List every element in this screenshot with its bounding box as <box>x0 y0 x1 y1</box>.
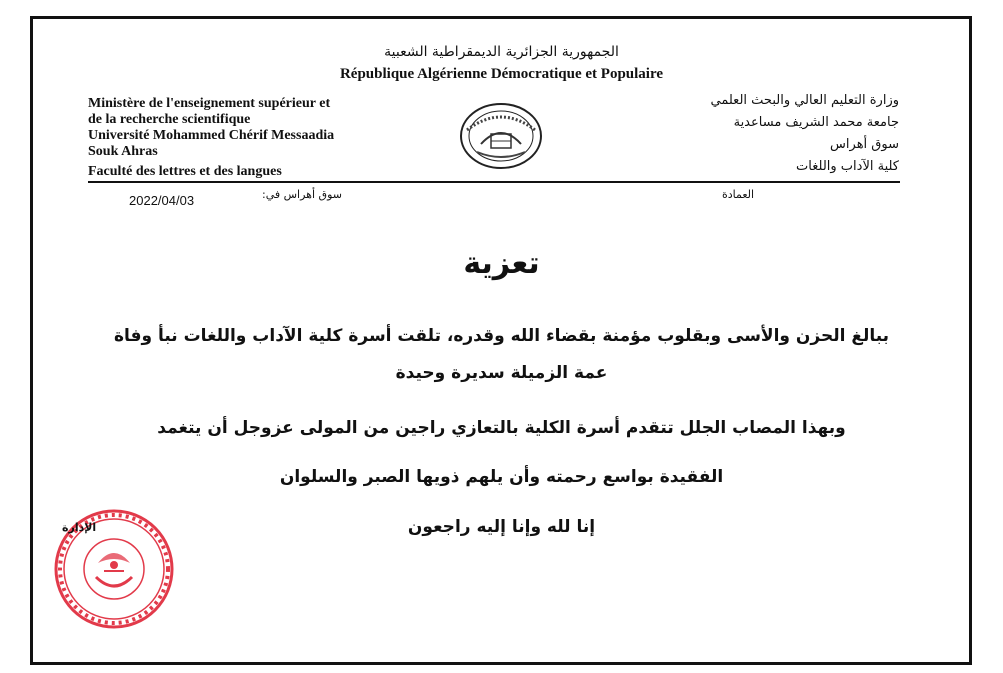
header-divider <box>88 181 900 183</box>
faculty-ar: كلية الآداب واللغات <box>796 159 899 174</box>
university-ar: جامعة محمد الشريف مساعدية <box>733 115 899 130</box>
ministry-ar: وزارة التعليم العالي والبحث العلمي <box>710 93 899 108</box>
french-header <box>88 96 334 180</box>
letter-date: 2022/04/03 <box>129 193 195 208</box>
ministry-line-2: de la recherche scientifique <box>88 112 251 127</box>
university-emblem-icon <box>457 100 545 172</box>
university-name: Université Mohammed Chérif Messaadia <box>88 128 335 143</box>
city-ar: سوق أهراس <box>830 137 899 152</box>
place-label: سوق أهراس في: <box>262 188 342 201</box>
city-name: Souk Ahras <box>88 144 158 159</box>
arabic-header <box>599 90 899 178</box>
faculty-name: Faculté des lettres et des langues <box>88 164 282 179</box>
body-line-3: وبهذا المصاب الجلل تتقدم أسرة الكلية بالتعازي راجين من المولى عزوجل أن يتغمد <box>157 418 846 438</box>
body-line-5: إنا لله وإنا إليه راجعون <box>407 517 596 537</box>
ministry-line-1: Ministère de l'enseignement supérieur et <box>88 96 331 111</box>
body-line-4: الفقيدة بواسع رحمته وأن يلهم ذويها الصبر والسلوان <box>279 467 724 487</box>
republic-french: République Algérienne Démocratique et Populaire <box>339 66 664 82</box>
deanery-label: العمادة <box>722 188 755 201</box>
republic-arabic: الجمهورية الجزائرية الديمقراطية الشعبية <box>384 44 619 60</box>
signature-label: الإدارة <box>62 521 97 534</box>
body-line-1: ببالغ الحزن والأسى وبقلوب مؤمنة بقضاء الله وقدره، تلقت أسرة كلية الآداب واللغات نبأ وفاة <box>113 326 890 346</box>
letter-title: تعزية <box>463 246 540 281</box>
body-line-2: عمة الزميلة سديرة وحيدة <box>395 363 608 383</box>
